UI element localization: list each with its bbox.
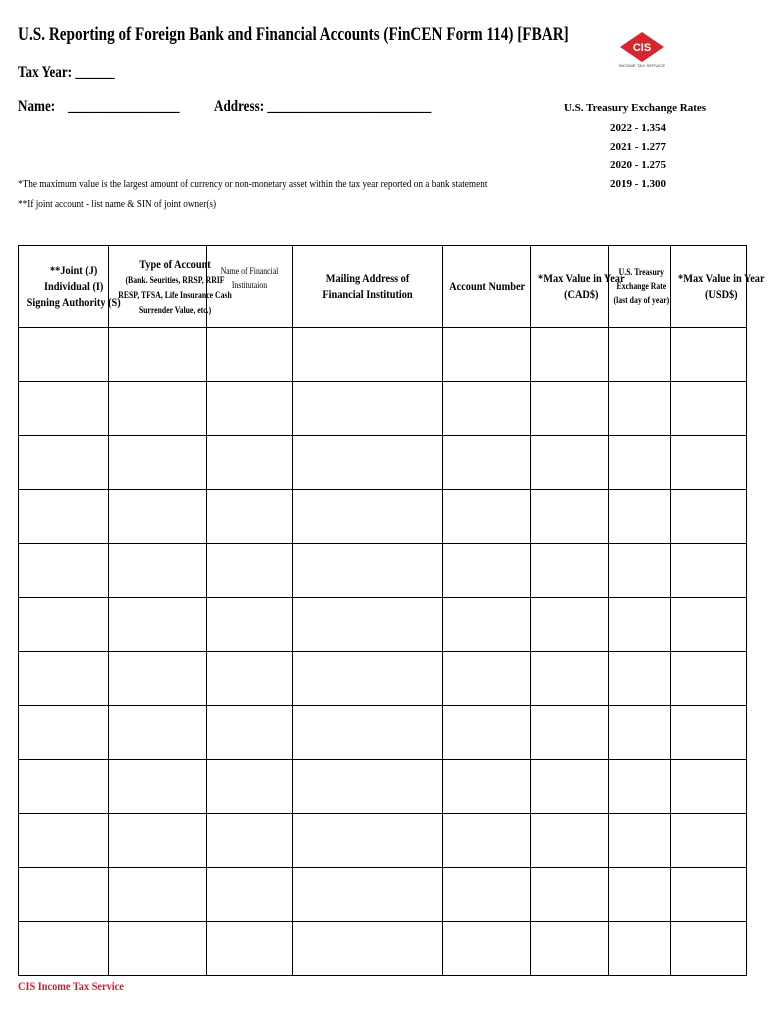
exchange-rate-2021: 2021 - 1.277 bbox=[610, 141, 666, 153]
col-header-max-value-cad bbox=[531, 246, 625, 328]
table-cell-input[interactable] bbox=[109, 706, 207, 760]
table-row bbox=[19, 652, 747, 706]
col-header-exchange-rate bbox=[609, 246, 671, 328]
table-cell-input[interactable] bbox=[443, 814, 531, 868]
table-cell-input[interactable] bbox=[609, 868, 671, 922]
col-header-mailing-address bbox=[293, 246, 443, 328]
joint-account-note: **If joint account - list name & SIN of joint owner(s) bbox=[18, 198, 217, 210]
table-cell-input[interactable] bbox=[671, 922, 747, 976]
table-cell-input[interactable] bbox=[443, 328, 531, 382]
table-cell-input[interactable] bbox=[609, 922, 671, 976]
header-line: Financial Institution bbox=[322, 287, 413, 301]
table-cell-input[interactable] bbox=[671, 814, 747, 868]
col-header-type-of-account bbox=[109, 246, 232, 328]
table-cell-input[interactable] bbox=[207, 922, 293, 976]
table-cell-input[interactable] bbox=[671, 652, 747, 706]
table-cell-input[interactable] bbox=[109, 922, 207, 976]
table-cell-input[interactable] bbox=[19, 490, 109, 544]
table-cell-input[interactable] bbox=[19, 760, 109, 814]
header-subline: Surrender Value, etc.) bbox=[138, 304, 212, 315]
footer-company-name: CIS Income Tax Service bbox=[18, 979, 124, 993]
table-cell-input[interactable] bbox=[109, 490, 207, 544]
table-cell-input[interactable] bbox=[207, 868, 293, 922]
table-cell-input[interactable] bbox=[19, 328, 109, 382]
table-cell-input[interactable] bbox=[609, 544, 671, 598]
table-cell-input[interactable] bbox=[293, 598, 443, 652]
table-row bbox=[19, 814, 747, 868]
table-cell-input[interactable] bbox=[293, 544, 443, 598]
table-cell-input[interactable] bbox=[207, 706, 293, 760]
header-line: (last day of year) bbox=[613, 295, 670, 305]
table-cell-input[interactable] bbox=[671, 490, 747, 544]
table-cell-input[interactable] bbox=[609, 814, 671, 868]
table-cell-input[interactable] bbox=[293, 328, 443, 382]
exchange-rate-2022: 2022 - 1.354 bbox=[610, 122, 666, 134]
header-line: Mailing Address of bbox=[325, 271, 410, 285]
table-cell-input[interactable] bbox=[293, 382, 443, 436]
table-cell-input[interactable] bbox=[531, 706, 609, 760]
table-cell-input[interactable] bbox=[609, 760, 671, 814]
table-cell-input[interactable] bbox=[109, 436, 207, 490]
header-line: Type of Account bbox=[139, 256, 211, 271]
table-cell-input[interactable] bbox=[443, 868, 531, 922]
table-cell-input[interactable] bbox=[19, 382, 109, 436]
table-cell-input[interactable] bbox=[443, 544, 531, 598]
header-subline: RESP, TFSA, Life Insurance Cash bbox=[118, 289, 232, 300]
table-cell-input[interactable] bbox=[609, 382, 671, 436]
header-line: *Max Value in Year bbox=[538, 271, 625, 285]
table-cell-input[interactable] bbox=[207, 544, 293, 598]
table-row bbox=[19, 436, 747, 490]
table-cell-input[interactable] bbox=[671, 436, 747, 490]
table-cell-input[interactable] bbox=[443, 598, 531, 652]
table-cell-input[interactable] bbox=[19, 436, 109, 490]
table-cell-input[interactable] bbox=[293, 868, 443, 922]
logo-text: CIS bbox=[632, 42, 652, 54]
exchange-rate-2020: 2020 - 1.275 bbox=[610, 159, 666, 171]
table-cell-input[interactable] bbox=[531, 760, 609, 814]
table-row bbox=[19, 544, 747, 598]
table-cell-input[interactable] bbox=[19, 868, 109, 922]
table-cell-input[interactable] bbox=[109, 544, 207, 598]
header-line: **Joint (J) bbox=[50, 263, 98, 277]
header-line: Signing Authority (S) bbox=[26, 295, 121, 309]
table-cell-input[interactable] bbox=[671, 760, 747, 814]
table-cell-input[interactable] bbox=[531, 328, 609, 382]
table-cell-input[interactable] bbox=[207, 652, 293, 706]
address-field[interactable]: Address: _________________________ bbox=[214, 98, 432, 115]
header-line: Institutaion bbox=[231, 280, 268, 290]
table-cell-input[interactable] bbox=[293, 652, 443, 706]
name-field[interactable]: _________________ bbox=[68, 98, 180, 115]
table-cell-input[interactable] bbox=[207, 436, 293, 490]
name-label: Name: bbox=[18, 98, 56, 115]
table-cell-input[interactable] bbox=[671, 382, 747, 436]
table-cell-input[interactable] bbox=[671, 868, 747, 922]
max-value-note: *The maximum value is the largest amount of currency or non-monetary asset within the tax year reported on a bank statement bbox=[18, 178, 488, 190]
table-cell-input[interactable] bbox=[293, 490, 443, 544]
table-cell-input[interactable] bbox=[109, 814, 207, 868]
table-cell-input[interactable] bbox=[207, 814, 293, 868]
header-line: (CAD$) bbox=[564, 287, 599, 301]
table-row bbox=[19, 598, 747, 652]
table-cell-input[interactable] bbox=[443, 436, 531, 490]
table-cell-input[interactable] bbox=[443, 382, 531, 436]
table-cell-input[interactable] bbox=[207, 328, 293, 382]
table-cell-input[interactable] bbox=[609, 328, 671, 382]
table-cell-input[interactable] bbox=[109, 652, 207, 706]
table-cell-input[interactable] bbox=[293, 922, 443, 976]
table-cell-input[interactable] bbox=[671, 706, 747, 760]
table-cell-input[interactable] bbox=[443, 652, 531, 706]
table-cell-input[interactable] bbox=[293, 814, 443, 868]
header-line: (USD$) bbox=[704, 287, 738, 301]
col-header-account-number bbox=[443, 246, 531, 328]
header-line: Exchange Rate bbox=[616, 281, 667, 291]
table-cell-input[interactable] bbox=[293, 436, 443, 490]
table-cell-input[interactable] bbox=[207, 490, 293, 544]
table-cell-input[interactable] bbox=[109, 328, 207, 382]
table-cell-input[interactable] bbox=[609, 598, 671, 652]
header-line: *Max Value in Year bbox=[678, 271, 765, 285]
table-cell-input[interactable] bbox=[671, 598, 747, 652]
table-cell-input[interactable] bbox=[443, 706, 531, 760]
table-cell-input[interactable] bbox=[19, 598, 109, 652]
table-cell-input[interactable] bbox=[109, 382, 207, 436]
table-cell-input[interactable] bbox=[671, 544, 747, 598]
table-body bbox=[19, 328, 747, 976]
cis-logo bbox=[604, 30, 680, 70]
exchange-rate-2019: 2019 - 1.300 bbox=[610, 178, 666, 190]
table-cell-input[interactable] bbox=[609, 490, 671, 544]
table-cell-input[interactable] bbox=[207, 760, 293, 814]
header-line: Individual (I) bbox=[43, 279, 104, 293]
exchange-rates-heading: U.S. Treasury Exchange Rates bbox=[563, 102, 707, 114]
table-cell-input[interactable] bbox=[443, 490, 531, 544]
table-cell-input[interactable] bbox=[531, 814, 609, 868]
table-cell-input[interactable] bbox=[109, 598, 207, 652]
table-cell-input[interactable] bbox=[19, 922, 109, 976]
table-cell-input[interactable] bbox=[609, 652, 671, 706]
form-title: U.S. Reporting of Foreign Bank and Financial Accounts (FinCEN Form 114) [FBAR] bbox=[18, 24, 569, 45]
table-cell-input[interactable] bbox=[531, 652, 609, 706]
table-cell-input[interactable] bbox=[531, 598, 609, 652]
table-cell-input[interactable] bbox=[531, 922, 609, 976]
table-cell-input[interactable] bbox=[109, 760, 207, 814]
col-header-account-holder-type bbox=[19, 246, 121, 328]
table-cell-input[interactable] bbox=[531, 382, 609, 436]
table-cell-input[interactable] bbox=[293, 706, 443, 760]
table-cell-input[interactable] bbox=[207, 598, 293, 652]
table-cell-input[interactable] bbox=[531, 436, 609, 490]
header-line: U.S. Treasury bbox=[618, 267, 665, 277]
table-cell-input[interactable] bbox=[609, 706, 671, 760]
table-row bbox=[19, 922, 747, 976]
header-line: Name of Financial bbox=[220, 266, 279, 276]
table-cell-input[interactable] bbox=[531, 868, 609, 922]
table-cell-input[interactable] bbox=[671, 328, 747, 382]
header-line: Account Number bbox=[449, 279, 526, 293]
table-row bbox=[19, 490, 747, 544]
table-row bbox=[19, 868, 747, 922]
table-cell-input[interactable] bbox=[19, 544, 109, 598]
table-cell-input[interactable] bbox=[531, 544, 609, 598]
table-row bbox=[19, 328, 747, 382]
col-header-max-value-usd bbox=[671, 246, 765, 328]
logo-subtitle: INCOME TAX SERVICE bbox=[618, 63, 666, 68]
table-header-row bbox=[19, 246, 747, 328]
table-cell-input[interactable] bbox=[293, 760, 443, 814]
tax-year-field[interactable]: Tax Year: ______ bbox=[18, 64, 115, 81]
table-row bbox=[19, 760, 747, 814]
table-cell-input[interactable] bbox=[19, 652, 109, 706]
table-cell-input[interactable] bbox=[443, 760, 531, 814]
table-cell-input[interactable] bbox=[609, 436, 671, 490]
table-cell-input[interactable] bbox=[443, 922, 531, 976]
header-subline: (Bank. Seurities, RRSP, RRIF bbox=[125, 274, 225, 285]
table-row bbox=[19, 382, 747, 436]
table-row bbox=[19, 706, 747, 760]
accounts-table bbox=[18, 245, 765, 976]
table-cell-input[interactable] bbox=[19, 814, 109, 868]
table-cell-input[interactable] bbox=[109, 868, 207, 922]
table-cell-input[interactable] bbox=[19, 706, 109, 760]
table-cell-input[interactable] bbox=[531, 490, 609, 544]
table-cell-input[interactable] bbox=[207, 382, 293, 436]
